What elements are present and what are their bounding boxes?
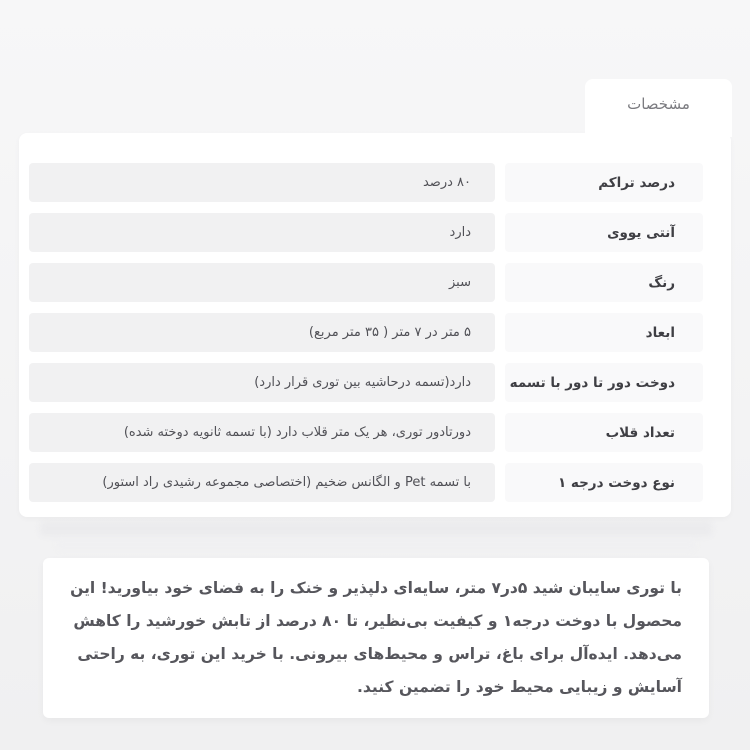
spec-row-dimensions <box>29 313 703 352</box>
spec-value-stitch-type: با تسمه Pet و الگانس ضخیم (اختصاصی مجموعه رشیدی راد استور) <box>29 463 495 502</box>
spec-row-density <box>29 163 703 202</box>
tab-specifications-label: مشخصات <box>627 95 690 113</box>
specifications-card <box>19 133 731 517</box>
description-card <box>43 558 709 718</box>
spec-label-color: رنگ <box>505 263 703 302</box>
spec-value-density: ۸۰ درصد <box>29 163 495 202</box>
spec-value-edge-stitching: دارد(تسمه درحاشیه بین توری قرار دارد) <box>29 363 495 402</box>
spec-label-edge-stitching: دوخت دور تا دور با تسمه <box>505 363 703 402</box>
spec-label-anti-uv: آنتی یووی <box>505 213 703 252</box>
spec-row-stitch-type <box>29 463 703 502</box>
spec-value-hook-count: دورتادور توری، هر یک متر قلاب دارد (با تسمه ثانویه دوخته شده) <box>29 413 495 452</box>
description-text: با توری سایبان شید ۵در۷ متر، سایه‌ای دلپذیر و خنک را به فضای خود بیاورید! این محصول با دوخت درجه۱ و کیفیت بی‌نظیر، تا ۸۰ درصد از تابش خورشید را کاهش می‌دهد. ایده‌آل برای باغ، تراس و محیط‌های بیرونی. با خرید این توری، به راحتی آسایش و زیبایی محیط خود را تضمین کنید. <box>70 579 682 696</box>
spec-label-density: درصد تراکم <box>505 163 703 202</box>
spec-value-dimensions: ۵ متر در ۷ متر ( ۳۵ متر مربع) <box>29 313 495 352</box>
spec-row-hook-count <box>29 413 703 452</box>
card-stack-shadow-top <box>40 521 712 536</box>
spec-row-edge-stitching <box>29 363 703 402</box>
card-stack-shadow-bottom <box>57 538 695 551</box>
spec-value-anti-uv: دارد <box>29 213 495 252</box>
spec-label-hook-count: تعداد قلاب <box>505 413 703 452</box>
spec-row-color <box>29 263 703 302</box>
spec-value-color: سبز <box>29 263 495 302</box>
spec-label-dimensions: ابعاد <box>505 313 703 352</box>
spec-label-stitch-type: نوع دوخت درجه ۱ <box>505 463 703 502</box>
spec-row-anti-uv <box>29 213 703 252</box>
tab-specifications[interactable] <box>585 79 732 137</box>
